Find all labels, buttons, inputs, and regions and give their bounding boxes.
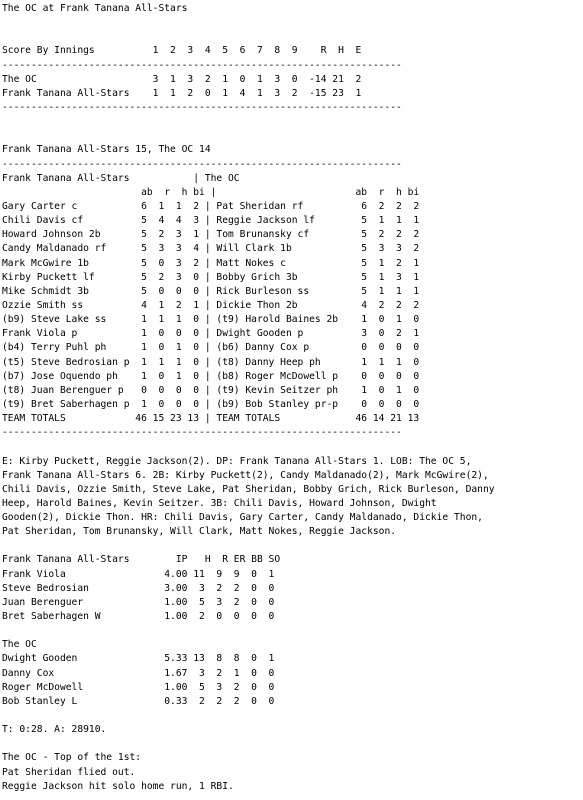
pitching-row: Bret Saberhagen W 1.00 2 0 0 0 0: [2, 611, 275, 623]
divider: ---------------------------------------------------------------------: [2, 158, 402, 170]
blank-line: [2, 709, 583, 723]
game-notes-line: Heep, Harold Baines, Kevin Seitzer. 3B: Chili Davis, Howard Johnson, Dwight: [2, 497, 437, 509]
play-by-play-line: Reggie Jackson hit solo home run, 1 RBI.: [2, 780, 234, 792]
game-notes-line: Gooden(2), Dickie Thon. HR: Chili Davis, Gary Carter, Candy Maldanado, Dickie Thon,: [2, 512, 483, 524]
batting-row: (t9) Bret Saberhagen p 1 0 0 0 | (b9) Bob Stanley pr-p 0 0 0 0: [2, 398, 420, 410]
blank-line: [2, 624, 583, 638]
batting-row: Candy Maldanado rf 5 3 3 4 | Will Clark 1b 5 3 3 2: [2, 243, 420, 255]
linescore-row-home: Frank Tanana All-Stars 1 1 2 0 1 4 1 3 2 -15 23 1: [2, 87, 362, 99]
blank-line: [2, 30, 583, 44]
batting-row: (b7) Jose Oquendo ph 1 0 1 0 | (b8) Roger McDowell p 0 0 0 0: [2, 370, 420, 382]
pitching-header-away: The OC: [2, 639, 37, 651]
pitching-row: Roger McDowell 1.00 5 3 2 0 0: [2, 681, 275, 693]
batting-row: Frank Viola p 1 0 0 0 | Dwight Gooden p 3 0 2 1: [2, 328, 420, 340]
game-title: The OC at Frank Tanana All-Stars: [2, 3, 188, 14]
pitching-row: Bob Stanley L 0.33 2 2 2 0 0: [2, 695, 275, 707]
blank-line: [2, 16, 583, 30]
batting-team-totals: TEAM TOTALS 46 15 23 13 | TEAM TOTALS 46 14 21 13: [2, 413, 420, 425]
divider: ---------------------------------------------------------------------: [2, 427, 402, 439]
batting-row: Mike Schmidt 3b 5 0 0 0 | Rick Burleson ss 5 1 1 1: [2, 285, 420, 297]
game-notes-line: Chili Davis, Ozzie Smith, Steve Lake, Pat Sheridan, Bobby Grich, Rick Burleson, Danny: [2, 483, 495, 495]
blank-line: [2, 129, 583, 143]
batting-row: Gary Carter c 6 1 1 2 | Pat Sheridan rf 6 2 2 2: [2, 200, 420, 212]
pitching-row: Steve Bedrosian 3.00 3 2 2 0 0: [2, 582, 275, 594]
batting-row: Chili Davis cf 5 4 4 3 | Reggie Jackson lf 5 1 1 1: [2, 215, 420, 227]
batting-row: Kirby Puckett lf 5 2 3 0 | Bobby Grich 3b 5 1 3 1: [2, 271, 420, 283]
divider: ---------------------------------------------------------------------: [2, 101, 402, 113]
pitching-row: Juan Berenguer 1.00 5 3 2 0 0: [2, 596, 275, 608]
batting-row: (b4) Terry Puhl ph 1 0 1 0 | (b6) Danny Cox p 0 0 0 0: [2, 342, 420, 354]
final-score: Frank Tanana All-Stars 15, The OC 14: [2, 144, 211, 156]
batting-row: (b9) Steve Lake ss 1 1 1 0 | (t9) Harold Baines 2b 1 0 1 0: [2, 314, 420, 326]
batting-column-headers: ab r h bi | ab r h bi: [2, 186, 420, 198]
linescore-row-away: The OC 3 1 3 2 1 0 1 3 0 -14 21 2: [2, 73, 362, 85]
pitching-header-home: Frank Tanana All-Stars IP H R ER BB SO: [2, 554, 281, 566]
pitching-row: Dwight Gooden 5.33 13 8 8 0 1: [2, 653, 275, 665]
pitching-row: Frank Viola 4.00 11 9 9 0 1: [2, 568, 275, 580]
blank-line: [2, 440, 583, 454]
batting-team-names: Frank Tanana All-Stars | The OC: [2, 172, 240, 184]
blank-line: [2, 115, 583, 129]
batting-row: Mark McGwire 1b 5 0 3 2 | Matt Nokes c 5 1 2 1: [2, 257, 420, 269]
game-notes-line: Pat Sheridan, Tom Brunansky, Will Clark, Matt Nokes, Reggie Jackson.: [2, 526, 397, 538]
pitching-row: Danny Cox 1.67 3 2 1 0 0: [2, 667, 275, 679]
batting-row: Ozzie Smith ss 4 1 2 1 | Dickie Thon 2b 4 2 2 2: [2, 299, 420, 311]
batting-row: (t8) Juan Berenguer p 0 0 0 0 | (t9) Kevin Seitzer ph 1 0 1 0: [2, 384, 420, 396]
game-notes-line: E: Kirby Puckett, Reggie Jackson(2). DP: Frank Tanana All-Stars 1. LOB: The OC 5,: [2, 455, 472, 467]
time-attendance: T: 0:28. A: 28910.: [2, 724, 107, 736]
linescore-header: Score By Innings 1 2 3 4 5 6 7 8 9 R H E: [2, 45, 362, 57]
play-by-play-line: Pat Sheridan flied out.: [2, 766, 136, 778]
play-by-play-heading: The OC - Top of the 1st:: [2, 752, 142, 764]
blank-line: [2, 539, 583, 553]
blank-line: [2, 737, 583, 751]
divider: ---------------------------------------------------------------------: [2, 59, 402, 71]
batting-row: Howard Johnson 2b 5 2 3 1 | Tom Brunansky cf 5 2 2 2: [2, 229, 420, 241]
batting-row: (t5) Steve Bedrosian p 1 1 1 0 | (t8) Danny Heep ph 1 1 1 0: [2, 356, 420, 368]
game-notes-line: Frank Tanana All-Stars 6. 2B: Kirby Puckett(2), Candy Maldanado(2), Mark McGwire(2),: [2, 469, 489, 481]
